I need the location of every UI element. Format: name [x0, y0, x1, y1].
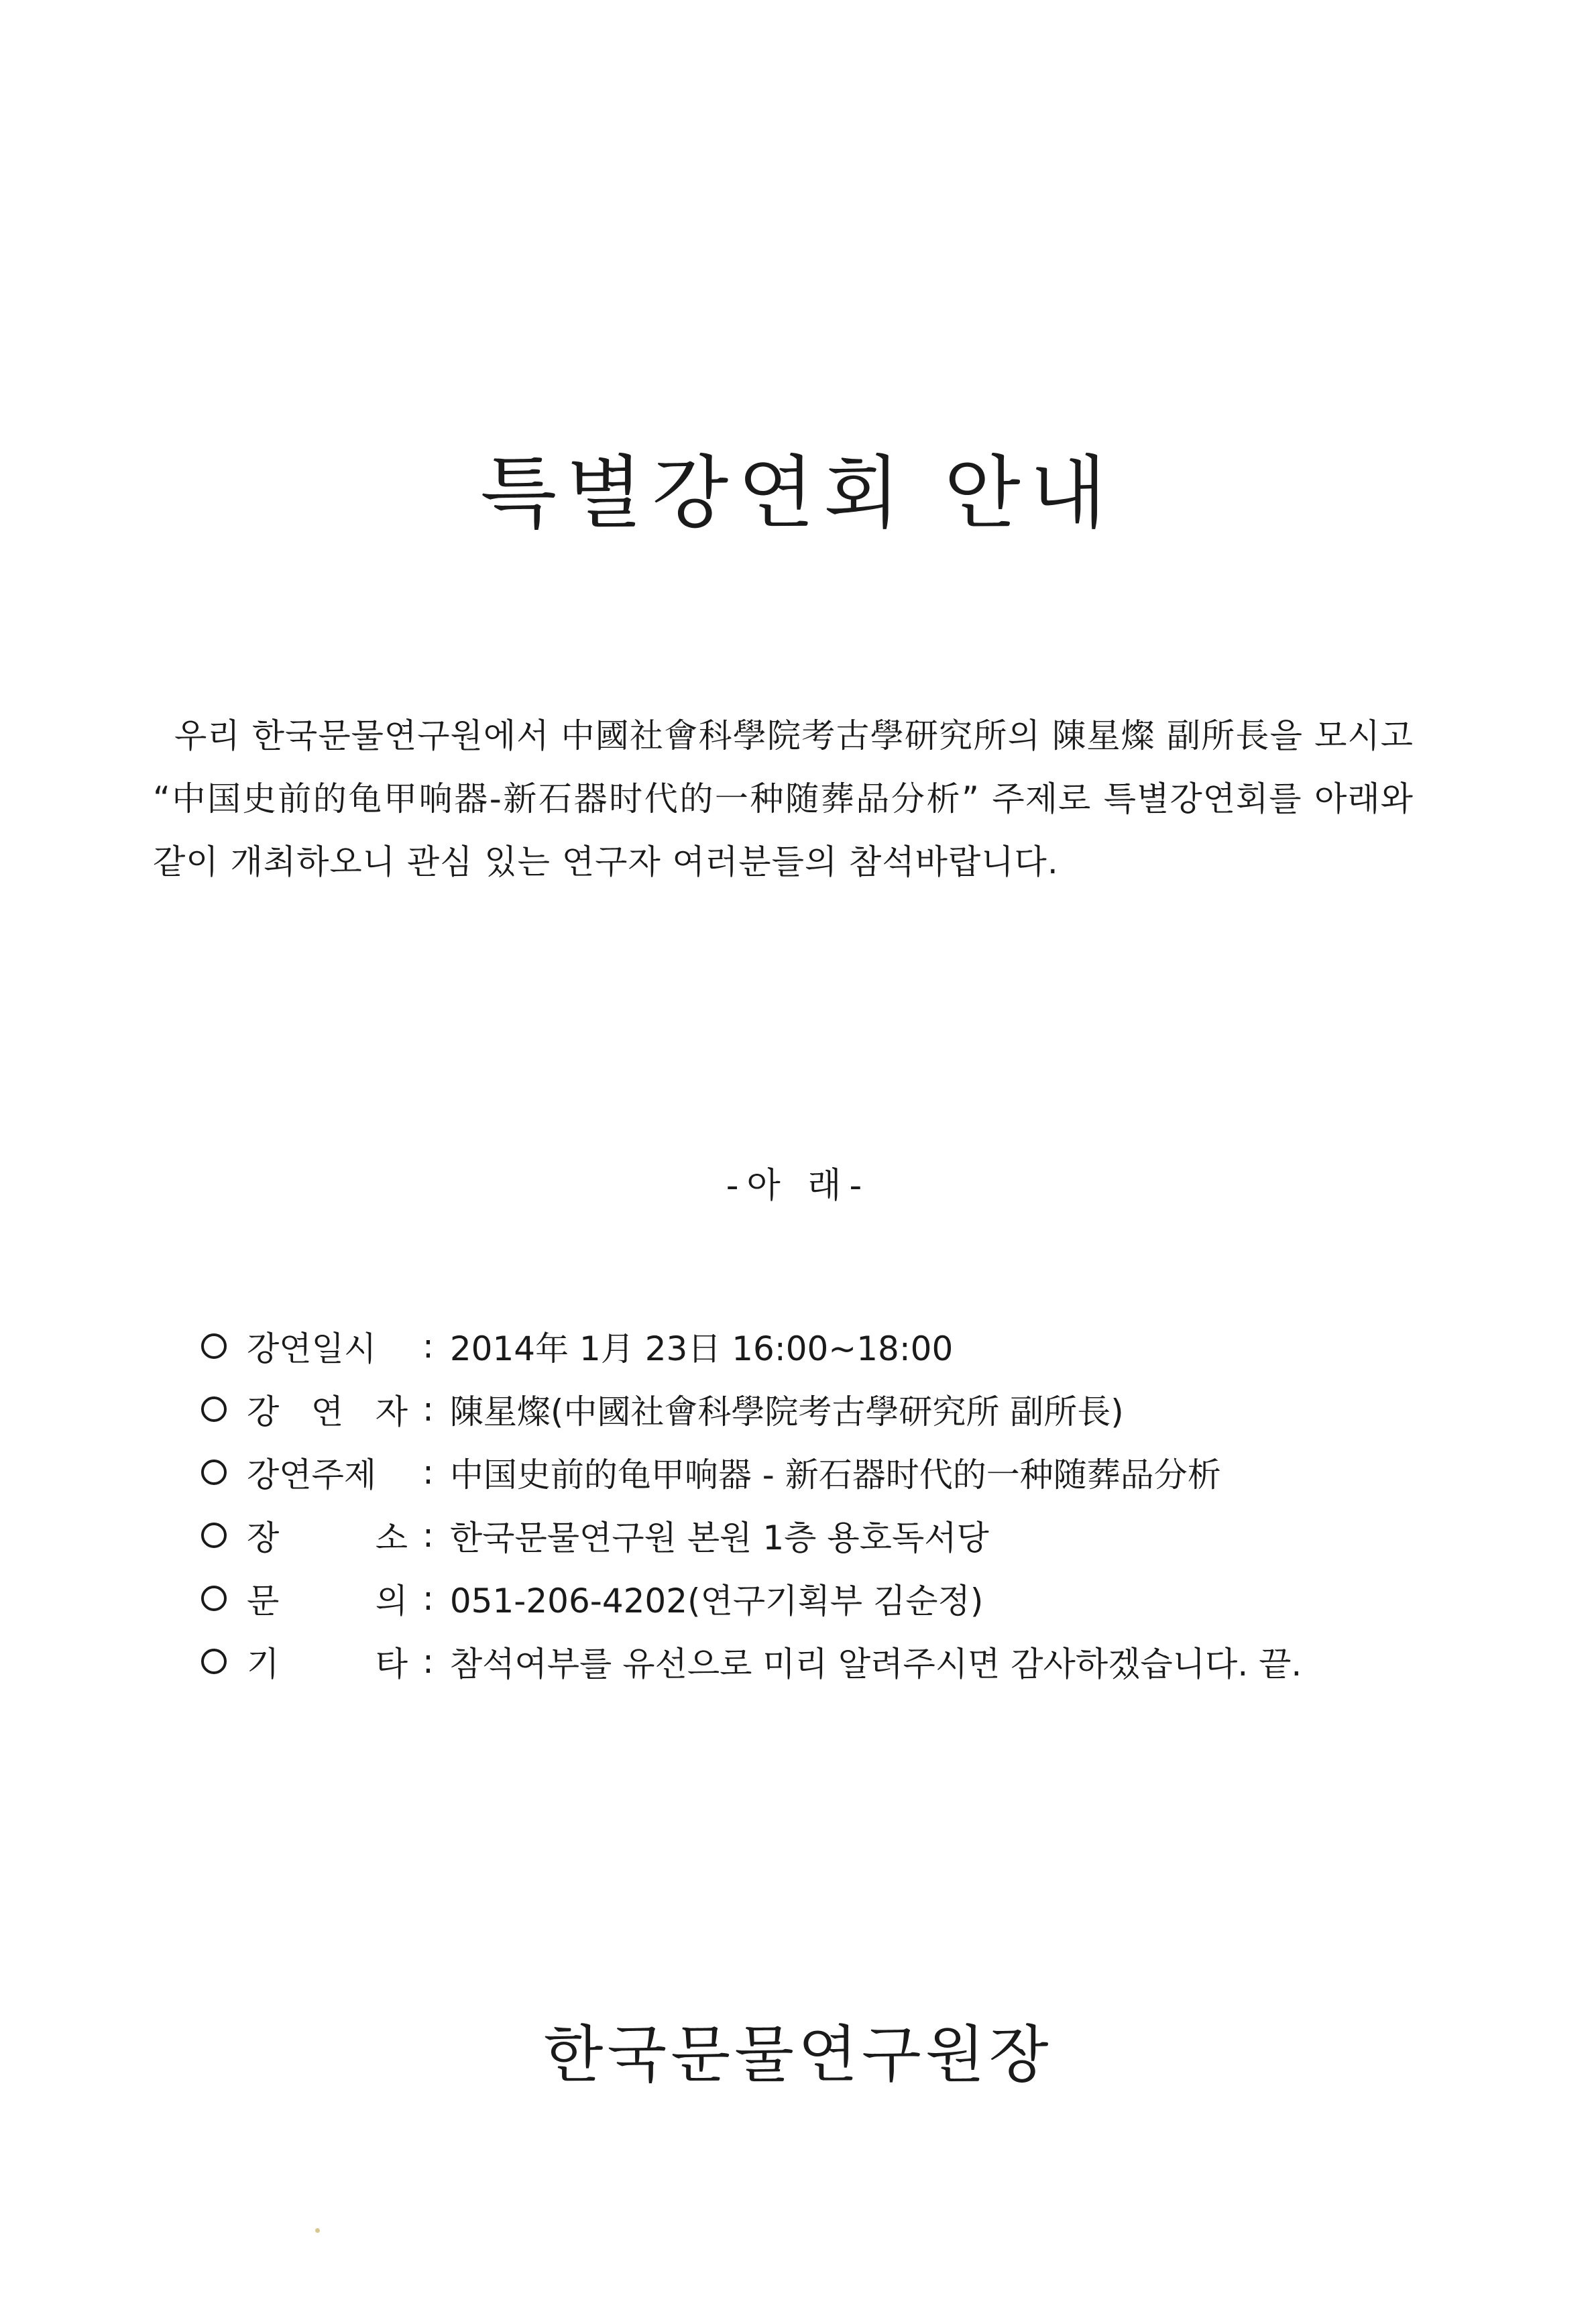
details-list: [201, 1315, 1448, 1693]
circle-bullet-icon: [201, 1333, 227, 1359]
detail-row-topic: [201, 1441, 1448, 1504]
signature-line: 한국문물연구원장: [543, 2019, 1053, 2091]
detail-colon: :: [422, 1390, 434, 1429]
detail-label: 강연일시: [247, 1329, 377, 1368]
detail-row-other: [201, 1630, 1448, 1693]
detail-label: 문 의: [247, 1582, 408, 1620]
detail-value: 陳星燦(中國社會科學院考古學研究所 副所長): [449, 1392, 1124, 1431]
circle-bullet-icon: [201, 1460, 227, 1485]
detail-label: 기 타: [247, 1645, 408, 1684]
detail-label: 강 연 자: [247, 1392, 408, 1431]
detail-colon: :: [422, 1642, 434, 1681]
detail-row-speaker: [201, 1378, 1448, 1441]
detail-value: 中国史前的龟甲响器 - 新石器时代的一种随葬品分析: [449, 1455, 1221, 1494]
detail-value: 051-206-4202(연구기획부 김순정): [449, 1582, 984, 1620]
detail-value: 한국문물연구원 본원 1층 용호독서당: [449, 1519, 989, 1557]
intro-paragraph: 우리 한국문물연구원에서 中國社會科學院考古學研究所의 陳星燦 副所長을 모시고 “中国史前的龟甲响器-新石器时代的一种随葬品分析” 주제로 특별강연회를 아래와 같이 개최하오니 관심 있는 연구자 여러분들의 참석바랍니다.: [153, 716, 1414, 881]
detail-label: 강연주제: [247, 1455, 377, 1494]
document-title: 특별강연회 안내: [480, 447, 1116, 539]
detail-value: 2014年 1月 23日 16:00~18:00: [449, 1329, 954, 1368]
circle-bullet-icon: [201, 1396, 227, 1422]
circle-bullet-icon: [201, 1523, 227, 1548]
circle-bullet-icon: [201, 1586, 227, 1611]
circle-bullet-icon: [201, 1649, 227, 1674]
detail-row-inquiry: [201, 1567, 1448, 1630]
detail-colon: :: [422, 1579, 434, 1618]
detail-colon: :: [422, 1516, 434, 1555]
detail-label: 장 소: [247, 1519, 408, 1557]
scan-speck: [315, 2228, 320, 2233]
detail-colon: :: [422, 1453, 434, 1492]
detail-row-datetime: [201, 1315, 1448, 1378]
detail-colon: :: [422, 1327, 434, 1366]
detail-value: 참석여부를 유선으로 미리 알려주시면 감사하겠습니다. 끝.: [449, 1645, 1302, 1684]
detail-row-venue: [201, 1504, 1448, 1567]
section-heading: -아 래-: [726, 1166, 870, 1206]
